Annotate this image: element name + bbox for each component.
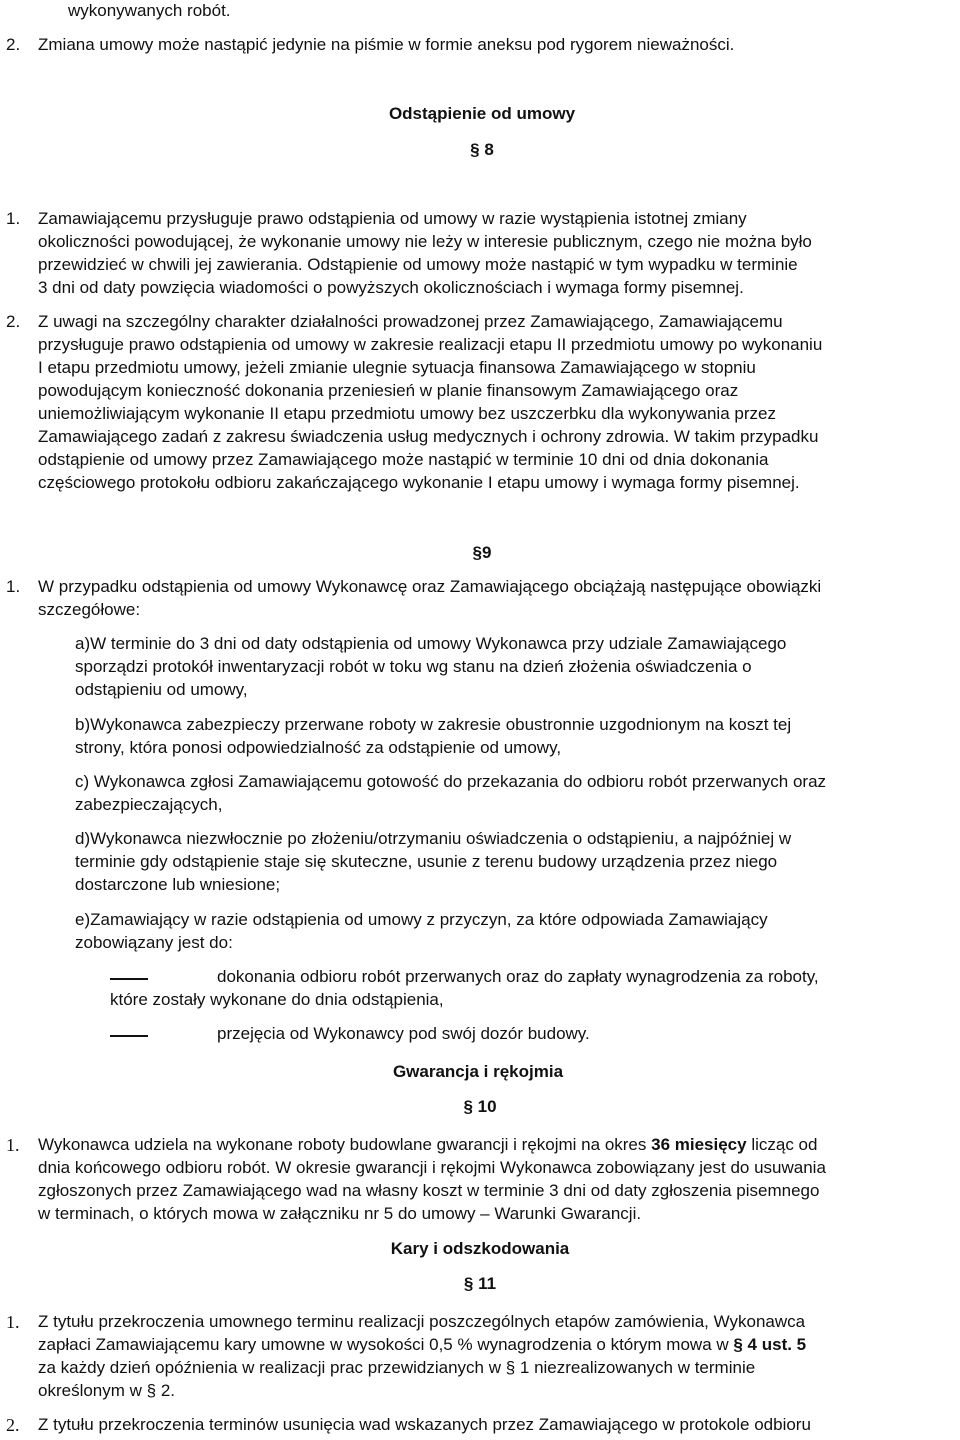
dash-bullet <box>110 978 148 980</box>
paragraph-line: I etapu przedmiotu umowy, jeżeli zmianie ulegnie sytuacja finansowa Zamawiającego w stopniu <box>38 358 756 377</box>
list-line: strony, która ponosi odpowiedzialność za odstąpienie od umowy, <box>75 738 562 757</box>
list-line: odstąpieniu od umowy, <box>75 680 248 699</box>
item-number: 2. <box>6 1415 20 1435</box>
section-heading: Gwarancja i rękojmia <box>392 1062 564 1081</box>
paragraph-line: Z tytułu przekroczenia umownego terminu realizacji poszczególnych etapów zamówienia, Wykonawca <box>38 1312 806 1331</box>
paragraph-line: Zamawiającego zadań z zakresu świadczenia usług medycznych i ochrony zdrowia. W takim przypadku <box>38 427 819 446</box>
paragraph-line: Z uwagi na szczególny charakter działalności prowadzonej przez Zamawiającego, Zamawiającemu <box>38 312 783 331</box>
section-number: § 10 <box>463 1097 497 1116</box>
dash-item-line: które zostały wykonane do dnia odstąpienia, <box>110 990 444 1009</box>
warranty-period: 36 miesięcy <box>651 1135 747 1154</box>
list-line: dostarczone lub wniesione; <box>75 875 281 894</box>
list-line: b)Wykonawca zabezpieczy przerwane roboty w zakresie obustronnie uzgodnionym na koszt tej <box>75 715 792 734</box>
paragraph-line <box>38 1334 957 1357</box>
text-run: Wykonawca udziela na wykonane roboty budowlane gwarancji i rękojmi na okres <box>38 1135 652 1154</box>
list-line: a)W terminie do 3 dni od daty odstąpienia od umowy Wykonawca przy udziale Zamawiającego <box>75 634 787 653</box>
paragraph-line: odstąpienie od umowy przez Zamawiającego może nastąpić w terminie 10 dni od dnia dokonania <box>38 450 769 469</box>
paragraph-line: uniemożliwiającym wykonanie II etapu przedmiotu umowy bez uszczerbku dla wykonywania przez <box>38 404 776 423</box>
paragraph-line: zgłoszonych przez Zamawiającego wad na własny koszt w terminie 3 dni od daty zgłoszenia pisemnego <box>38 1181 820 1200</box>
section-number: §9 <box>472 543 492 562</box>
paragraph-line: przewidzieć w chwili jej zawierania. Odstąpienie od umowy może nastąpić w tym wypadku w terminie <box>38 255 798 274</box>
item-number: 2. <box>6 312 21 331</box>
section-number: § 11 <box>463 1274 497 1293</box>
contract-reference: § 4 ust. 5 <box>733 1335 807 1354</box>
item-number: 1. <box>6 577 21 596</box>
dash-bullet <box>110 1035 148 1037</box>
item-number: 1. <box>6 209 21 228</box>
continued-line: wykonywanych robót. <box>68 1 231 20</box>
section-heading: Odstąpienie od umowy <box>388 104 576 123</box>
paragraph-line: dnia końcowego odbioru robót. W okresie gwarancji i rękojmi Wykonawca zobowiązany jest do usuwania <box>38 1158 826 1177</box>
section-heading: Kary i odszkodowania <box>390 1239 570 1258</box>
paragraph-line: powodującym konieczność dokonania przeniesień w planie finansowym Zamawiającego oraz <box>38 381 739 400</box>
section-number: § 8 <box>470 140 494 159</box>
paragraph-line: określonym w § 2. <box>38 1381 175 1400</box>
paragraph-line: szczegółowe: <box>38 600 141 619</box>
list-line: e)Zamawiający w razie odstąpienia od umowy z przyczyn, za które odpowiada Zamawiający <box>75 910 768 929</box>
list-line: sporządzi protokół inwentaryzacji robót w toku wg stanu na dzień złożenia oświadczenia o <box>75 657 752 676</box>
paragraph-line: w terminach, o których mowa w załączniku nr 5 do umowy – Warunki Gwarancji. <box>38 1204 642 1223</box>
list-line: zabezpieczających, <box>75 795 223 814</box>
paragraph-line: Z tytułu przekroczenia terminów usunięcia wad wskazanych przez Zamawiającego w protokole odbioru <box>38 1415 811 1434</box>
paragraph-line: W przypadku odstąpienia od umowy Wykonawcę oraz Zamawiającego obciążają następujące obowiązki <box>38 577 822 596</box>
paragraph-line <box>38 1134 957 1157</box>
paragraph-line: Zamawiającemu przysługuje prawo odstąpienia od umowy w razie wystąpienia istotnej zmiany <box>38 209 747 228</box>
list-line: zobowiązany jest do: <box>75 933 233 952</box>
list-line: d)Wykonawca niezwłocznie po złożeniu/otrzymaniu oświadczenia o odstąpieniu, a najpóźniej w <box>75 829 792 848</box>
amendment-clause: Zmiana umowy może nastąpić jedynie na piśmie w formie aneksu pod rygorem nieważności. <box>38 35 735 54</box>
list-line: c) Wykonawca zgłosi Zamawiającemu gotowość do przekazania do odbioru robót przerwanych oraz <box>75 772 827 791</box>
paragraph-line: częściowego protokołu odbioru zakańczającego wykonanie I etapu umowy i wymaga formy pisemnej. <box>38 473 800 492</box>
dash-item-line: przejęcia od Wykonawcy pod swój dozór budowy. <box>217 1024 590 1043</box>
paragraph-line: przysługuje prawo odstąpienia od umowy w zakresie realizacji etapu II przedmiotu umowy po wykonaniu <box>38 335 823 354</box>
item-number: 2. <box>6 35 21 54</box>
text-run: licząc od <box>746 1135 818 1154</box>
paragraph-line: 3 dni od daty powzięcia wiadomości o powyższych okolicznościach i wymaga formy pisemnej. <box>38 278 744 297</box>
item-number: 1. <box>6 1312 20 1332</box>
item-number: 1. <box>6 1135 20 1155</box>
paragraph-line: okoliczności powodującej, że wykonanie umowy nie leży w interesie publicznym, czego nie można było <box>38 232 812 251</box>
list-line: terminie gdy odstąpienie staje się skuteczne, usunie z terenu budowy urządzenia przez niego <box>75 852 778 871</box>
dash-item-line: dokonania odbioru robót przerwanych oraz do zapłaty wynagrodzenia za roboty, <box>217 967 819 986</box>
text-run: zapłaci Zamawiającemu kary umowne w wysokości 0,5 % wynagrodzenia o którym mowa w <box>38 1335 734 1354</box>
paragraph-line: za każdy dzień opóźnienia w realizacji prac przewidzianych w § 1 niezrealizowanych w terminie <box>38 1358 756 1377</box>
